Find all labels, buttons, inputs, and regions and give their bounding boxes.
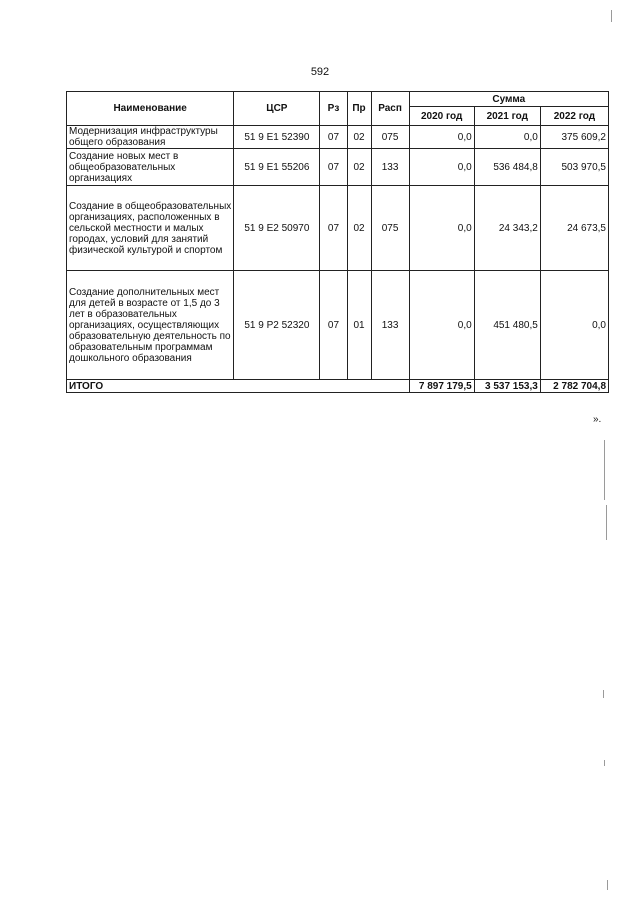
row-sum-2021: 24 343,2 (474, 186, 540, 271)
row-csr: 51 9 Е1 52390 (234, 126, 320, 149)
row-name: Создание в общеобразовательных организациях, расположенных в сельской местности и малых городах, условий для занятий физической культурой и спортом (67, 186, 234, 271)
row-sum-2021: 536 484,8 (474, 149, 540, 186)
row-csr: 51 9 Е2 50970 (234, 186, 320, 271)
table-row (67, 271, 609, 380)
row-rz: 07 (320, 126, 347, 149)
total-label: ИТОГО (67, 380, 410, 393)
row-sum-2020: 0,0 (409, 186, 474, 271)
scan-artifact (606, 505, 607, 540)
table-row (67, 126, 609, 149)
budget-table (66, 91, 609, 393)
header-year-2020: 2020 год (409, 107, 474, 126)
header-sum: Сумма (409, 92, 608, 107)
row-sum-2022: 503 970,5 (540, 149, 608, 186)
row-name: Создание дополнительных мест для детей в возрасте от 1,5 до 3 лет в образовательных организациях, осуществляющих образовательную деятельность по образовательным программам дошкольного образования (67, 271, 234, 380)
table-row (67, 149, 609, 186)
row-sum-2022: 0,0 (540, 271, 608, 380)
row-sum-2020: 0,0 (409, 126, 474, 149)
page-number: 592 (310, 66, 330, 78)
row-pr: 02 (347, 149, 371, 186)
header-year-2021: 2021 год (474, 107, 540, 126)
row-csr: 51 9 Р2 52320 (234, 271, 320, 380)
row-pr: 02 (347, 126, 371, 149)
row-sum-2021: 451 480,5 (474, 271, 540, 380)
row-pr: 02 (347, 186, 371, 271)
row-name: Создание новых мест в общеобразовательных организациях (67, 149, 234, 186)
row-rz: 07 (320, 186, 347, 271)
row-sum-2020: 0,0 (409, 149, 474, 186)
scan-artifact (611, 10, 612, 22)
total-sum-2021: 3 537 153,3 (474, 380, 540, 393)
table-row (67, 186, 609, 271)
header-rz: Рз (320, 92, 347, 126)
row-rasp: 133 (371, 271, 409, 380)
scan-artifact (603, 690, 604, 698)
header-rasp: Расп (371, 92, 409, 126)
row-rz: 07 (320, 149, 347, 186)
header-csr: ЦСР (234, 92, 320, 126)
row-sum-2022: 375 609,2 (540, 126, 608, 149)
header-pr: Пр (347, 92, 371, 126)
row-sum-2020: 0,0 (409, 271, 474, 380)
row-sum-2021: 0,0 (474, 126, 540, 149)
scan-artifact (607, 880, 608, 890)
header-year-2022: 2022 год (540, 107, 608, 126)
total-sum-2020: 7 897 179,5 (409, 380, 474, 393)
row-rasp: 075 (371, 126, 409, 149)
row-rasp: 075 (371, 186, 409, 271)
row-pr: 01 (347, 271, 371, 380)
row-name: Модернизация инфраструктуры общего образования (67, 126, 234, 149)
total-row (67, 380, 609, 393)
row-rz: 07 (320, 271, 347, 380)
row-sum-2022: 24 673,5 (540, 186, 608, 271)
scan-artifact (604, 760, 605, 766)
total-sum-2022: 2 782 704,8 (540, 380, 608, 393)
closing-quote-mark: ». (593, 414, 602, 425)
scan-artifact (604, 440, 605, 500)
row-rasp: 133 (371, 149, 409, 186)
table-header-row (67, 92, 609, 107)
header-name: Наименование (67, 92, 234, 126)
row-csr: 51 9 Е1 55206 (234, 149, 320, 186)
